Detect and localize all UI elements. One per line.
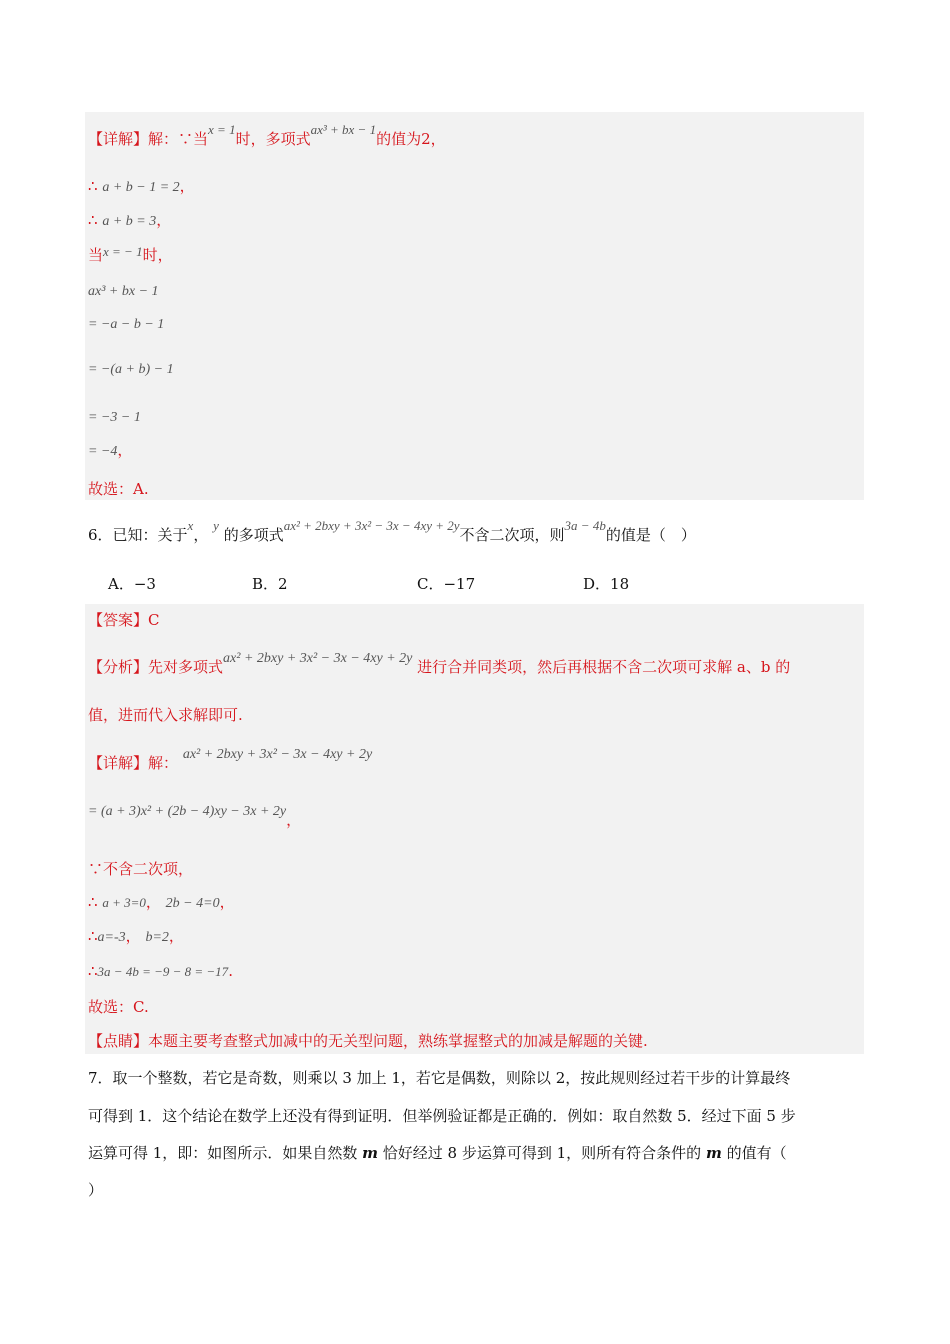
- detail-5-line-7: = −(a + b) − 1: [88, 362, 174, 377]
- option-d[interactable]: D．18: [583, 575, 630, 593]
- detail-5-line-8: = −3 − 1: [88, 410, 141, 425]
- detail-5-line-6: = −a − b − 1: [88, 317, 165, 332]
- detail-6-line-1: 【详解】解： ax² + 2bxy + 3x² − 3x − 4xy + 2y: [88, 747, 373, 772]
- detail-5-line-9: = −4，: [88, 441, 133, 459]
- detail-6-line-4: ∴ a + 3=0， 2b − 4=0，: [88, 893, 235, 911]
- solution-5-block: [85, 112, 864, 500]
- detail-6-choice: 故选：C.: [88, 998, 149, 1016]
- math-x-eq-1: x = 1: [208, 122, 236, 137]
- question-6: 6．已知：关于x， y 的多项式ax² + 2bxy + 3x² − 3x − 4xy + 2y不含二次项，则3a − 4b的值是（ ）: [88, 518, 696, 544]
- detail-6-line-5: ∴a=-3， b=2，: [88, 927, 184, 945]
- detail-5-line-4: 当x = − 1时，: [88, 244, 173, 264]
- detail-6-line-2: = (a + 3)x² + (2b − 4)xy − 3x + 2y，: [88, 804, 302, 829]
- question-7-line-1: 7．取一个整数，若它是奇数，则乘以 3 加上 1，若它是偶数，则除以 2，按此规则经过若干步的计算最终: [88, 1069, 791, 1087]
- question-7-line-3: 运算可得 1，即：如图所示．如果自然数 m 恰好经过 8 步运算可得到 1，则所有符合条件的 m 的值有（: [88, 1144, 787, 1162]
- option-c[interactable]: C．−17: [417, 575, 476, 593]
- analysis-line-1: 【分析】先对多项式ax² + 2bxy + 3x² − 3x − 4xy + 2y 进行合并同类项，然后再根据不含二次项可求解 a、b 的: [88, 651, 791, 676]
- answer-line: 【答案】C: [88, 611, 160, 629]
- question-7-line-4: ）: [88, 1181, 104, 1199]
- detail-6-line-6: ∴3a − 4b = −9 − 8 = −17.: [88, 962, 233, 980]
- comment-line: 【点睛】本题主要考查整式加减中的无关型问题，熟练掌握整式的加减是解题的关键.: [88, 1032, 648, 1050]
- option-b[interactable]: B．2: [252, 575, 288, 593]
- detail-5-line-5: ax³ + bx − 1: [88, 284, 159, 299]
- option-a[interactable]: A．−3: [108, 575, 156, 593]
- detail-6-line-3: ∵不含二次项，: [88, 860, 194, 878]
- detail-5-line-3: ∴ a + b = 3，: [88, 211, 172, 229]
- detail-5-line-2: ∴ a + b − 1 = 2，: [88, 177, 195, 195]
- detail-5-line-1: 【详解】解：∵当x = 1时，多项式ax³ + bx − 1的值为2，: [88, 122, 446, 148]
- question-7-line-2: 可得到 1．这个结论在数学上还没有得到证明．但举例验证都是正确的．例如：取自然数 5．经过下面 5 步: [88, 1107, 796, 1125]
- math-polynomial: ax³ + bx − 1: [310, 122, 377, 137]
- detail-5-choice: 故选：A.: [88, 480, 149, 498]
- analysis-line-2: 值，进而代入求解即可.: [88, 706, 243, 724]
